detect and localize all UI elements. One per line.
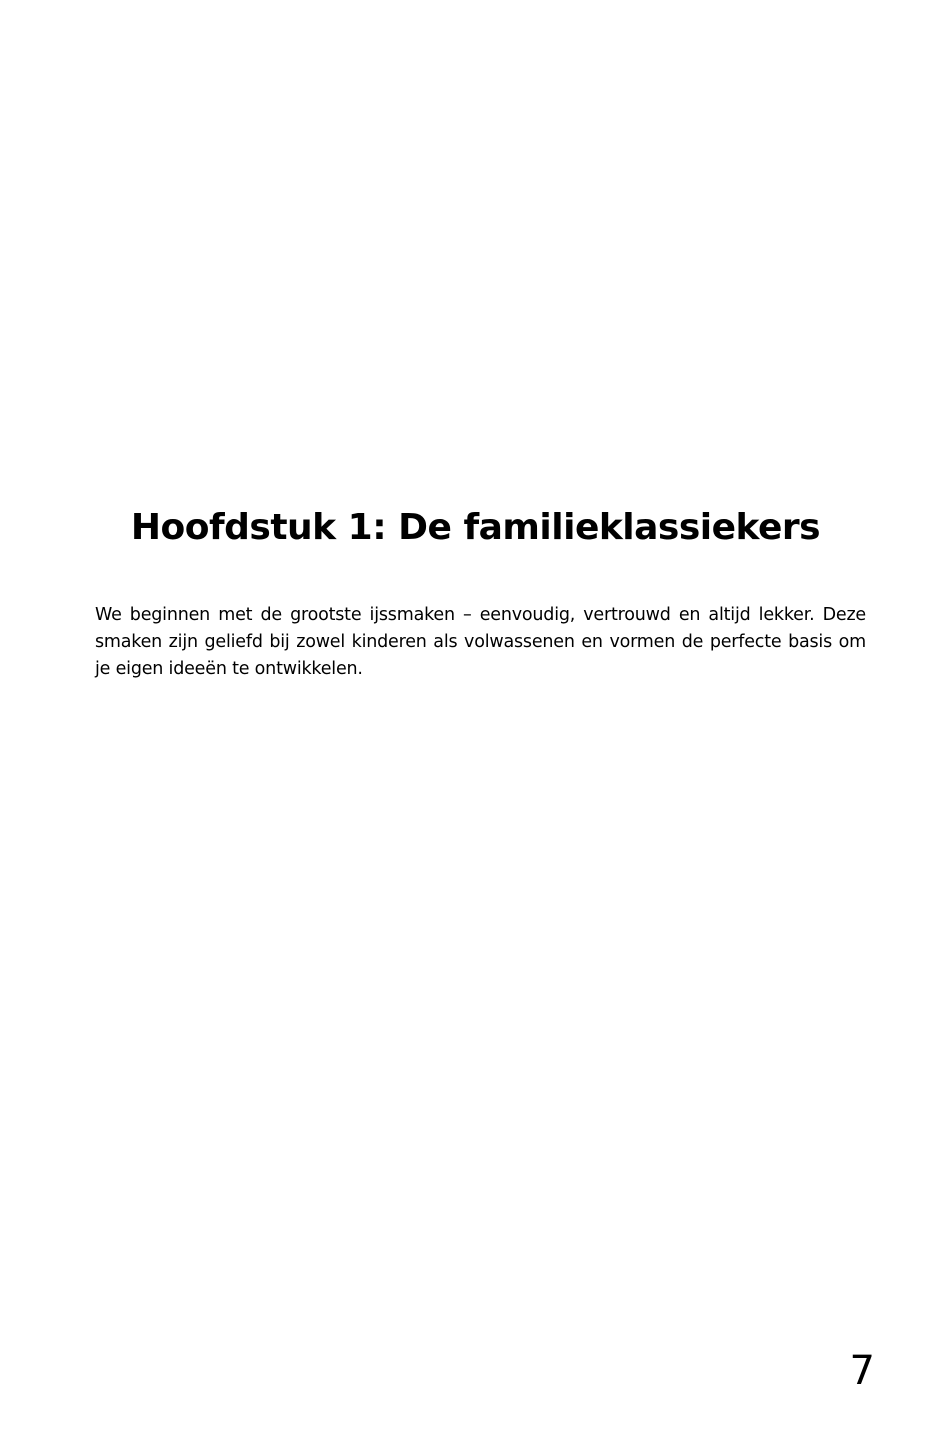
page-number: 7 bbox=[849, 1348, 875, 1394]
chapter-title: Hoofdstuk 1: De familieklassiekers bbox=[130, 507, 821, 548]
intro-paragraph: We beginnen met de grootste ijssmaken – eenvoudig, vertrouwd en altijd lekker. Deze smaken zijn geliefd bij zowel kinderen als volwassenen en vormen de perfecte basis om je eigen ideeën te ontwikkelen. bbox=[95, 605, 866, 679]
